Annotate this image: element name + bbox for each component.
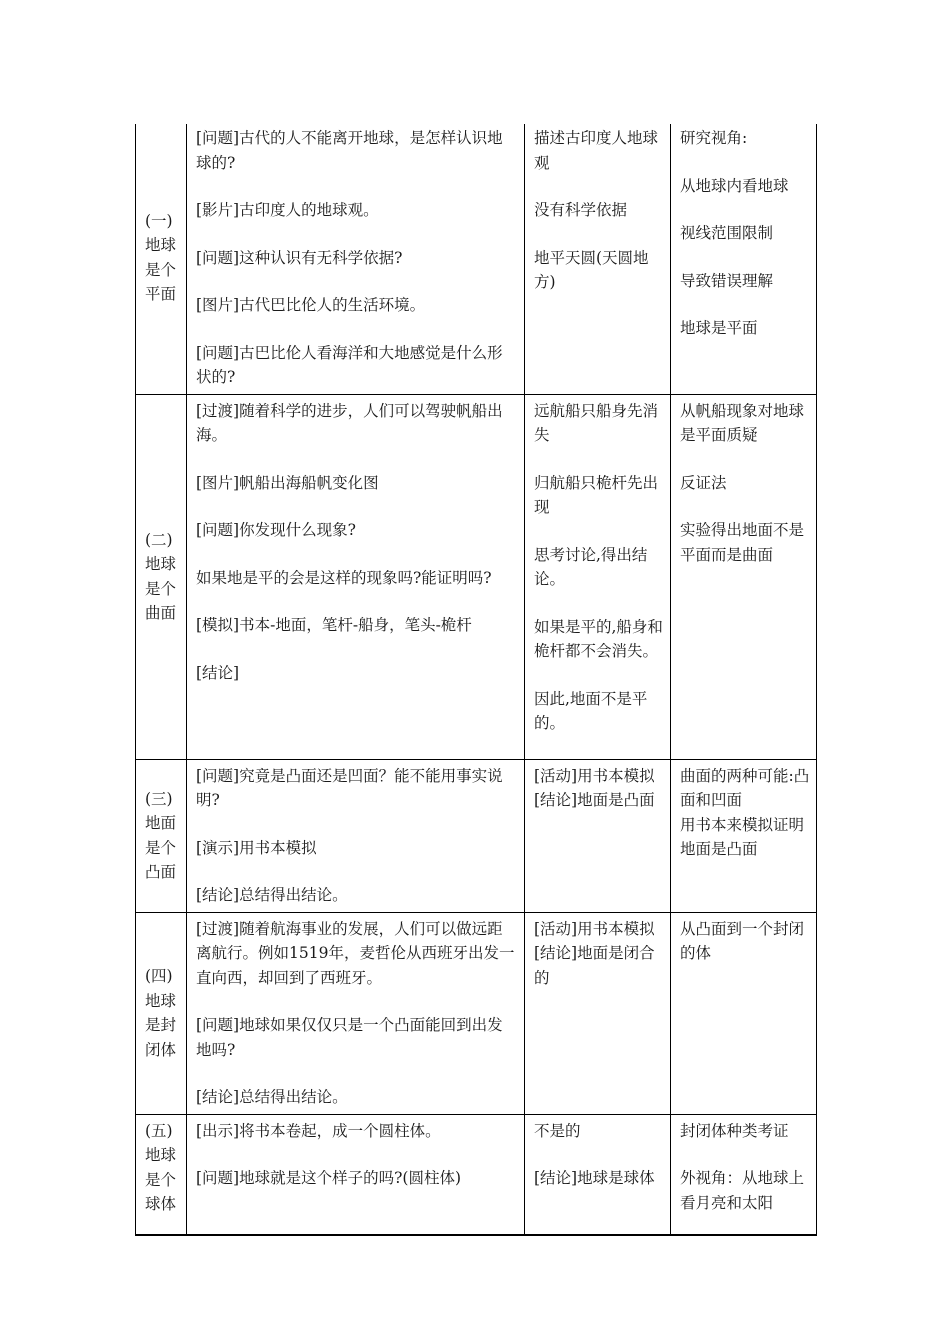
design-note-cell [671,912,817,1114]
section-title: (五)地球是个球体 [145,1121,177,1213]
activity-text: [出示]将书本卷起，成一个圆柱体。 [196,1121,441,1140]
note-text: 从帆船现象对地球是平面质疑 [680,401,805,444]
activity-text: [问题]古代的人不能离开地球，是怎样认识地球的? [196,129,503,172]
student-text: 如果是平的,船身和桅杆都不会消失。 [534,617,663,660]
note-text: 实验得出地面不是平面而是曲面 [680,521,805,564]
activity-text: [问题]究竟是凸面还是凹面？能不能用事实说明? [196,766,503,809]
teacher-activity-cell [187,394,525,759]
student-activity-cell [525,1114,671,1235]
student-text: 地平天圆(天圆地方) [534,248,649,291]
student-text: [结论]地面是闭合的 [534,944,655,987]
lesson-plan-table [135,124,817,1236]
activity-text: [问题]地球如果仅仅只是一个凸面能回到出发地吗? [196,1016,503,1059]
section-title: (二)地球是个曲面 [145,530,177,622]
note-text: 导致错误理解 [680,271,774,290]
teacher-activity-cell [187,759,525,912]
note-text: 从凸面到一个封闭的体 [680,919,805,962]
design-note-cell [671,759,817,912]
section-title: (四)地球是封闭体 [145,967,177,1059]
student-text: [结论]地面是凸面 [534,791,655,809]
student-text: 没有科学依据 [534,201,628,219]
activity-text: [结论]总结得出结论。 [196,886,348,904]
teacher-activity-cell [187,124,525,394]
activity-text: [图片]帆船出海船帆变化图 [196,473,379,492]
activity-text: [过渡]随着科学的进步，人们可以驾驶帆船出海。 [196,401,503,444]
activity-text: [过渡]随着航海事业的发展，人们可以做远距离航行。例如1519年，麦哲伦从西班牙出发一直向西，却回到了西班牙。 [196,919,515,987]
student-text: 描述古印度人地球观 [534,129,659,172]
activity-text: [结论]总结得出结论。 [196,1088,348,1106]
table-row [136,759,817,912]
student-text: 远航船只船身先消失 [534,401,659,444]
student-text: 归航船只桅杆先出现 [534,473,659,516]
student-activity-cell [525,759,671,912]
note-text: 地球是平面 [680,319,758,337]
activity-text: [问题]古巴比伦人看海洋和大地感觉是什么形状的? [196,343,503,386]
section-title-cell [136,1114,187,1235]
activity-text: [问题]地球就是这个样子的吗?(圆柱体) [196,1169,461,1187]
section-title: (三)地面是个凸面 [145,789,177,881]
table-row [136,912,817,1114]
design-note-cell [671,124,817,394]
section-title-cell [136,124,187,394]
teacher-activity-cell [187,912,525,1114]
note-text: 反证法 [680,473,727,492]
activity-text: [问题]这种认识有无科学依据? [196,248,403,267]
note-text: 视线范围限制 [680,224,774,242]
section-title-cell [136,912,187,1114]
activity-text: [结论] [196,663,240,682]
design-note-cell [671,394,817,759]
activity-text: [问题]你发现什么现象? [196,521,356,539]
design-note-cell [671,1114,817,1235]
student-text: 不是的 [534,1121,581,1140]
note-text: 从地球内看地球 [680,176,789,195]
student-text: [活动]用书本模拟 [534,919,655,938]
activity-text: [图片]古代巴比伦人的生活环境。 [196,296,426,314]
student-text: 因此,地面不是平的。 [534,689,648,732]
activity-text: 如果地是平的会是这样的现象吗?能证明吗? [196,568,492,587]
student-text: 思考讨论,得出结论。 [534,545,648,588]
note-text: 曲面的两种可能:凸面和凹面 [680,766,810,809]
student-activity-cell [525,124,671,394]
student-text: [活动]用书本模拟 [534,766,655,785]
table-row [136,1114,817,1235]
student-text: [结论]地球是球体 [534,1169,655,1187]
activity-text: [演示]用书本模拟 [196,838,317,857]
student-activity-cell [525,394,671,759]
student-activity-cell [525,912,671,1114]
activity-text: [模拟]书本-地面，笔杆-船身，笔头-桅杆 [196,616,472,634]
teacher-activity-cell [187,1114,525,1235]
note-text: 研究视角: [680,129,748,147]
section-title: (一)地球是个平面 [145,211,177,304]
note-text: 封闭体种类考证 [680,1121,789,1140]
section-title-cell [136,759,187,912]
note-text: 用书本来模拟证明地面是凸面 [680,815,805,858]
table-row [136,394,817,759]
table-row [136,124,817,394]
section-title-cell [136,394,187,759]
note-text: 外视角：从地球上看月亮和太阳 [680,1169,805,1212]
activity-text: [影片]古印度人的地球观。 [196,201,379,219]
